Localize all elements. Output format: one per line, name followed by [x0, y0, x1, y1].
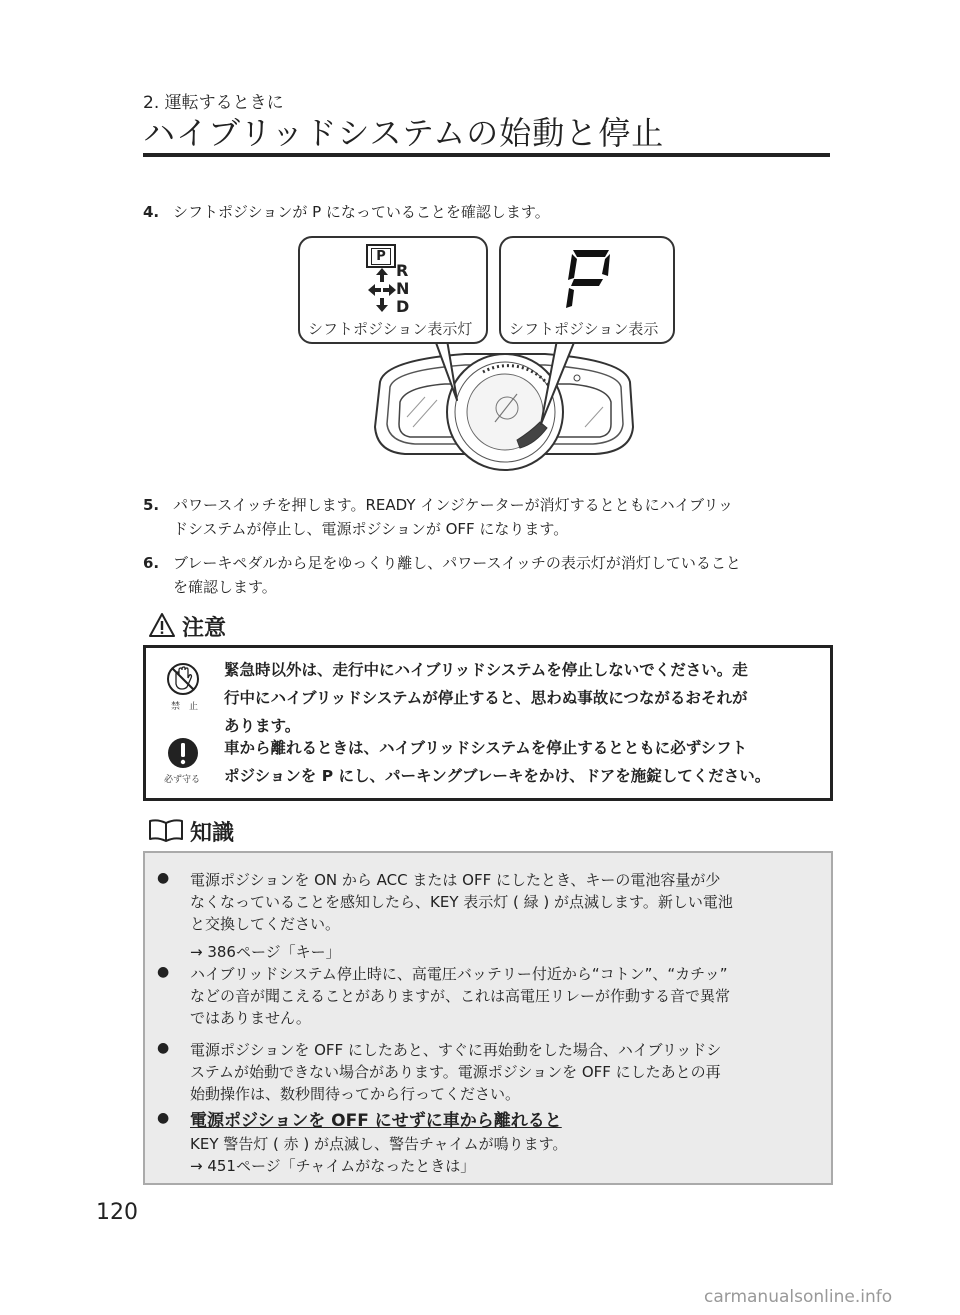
bullet-line: などの音が聞こえることがありますが、これは高電圧リレーが作動する音で異常	[190, 987, 731, 1005]
mandatory-caption: 必ず守る	[164, 775, 201, 785]
r-indicator-letter: R	[396, 261, 409, 280]
shift-indicator-callout	[298, 236, 488, 344]
bullet-dot: ●	[157, 964, 170, 980]
step-6	[143, 551, 833, 599]
caution-box	[143, 645, 833, 801]
page-reference-link[interactable]: → 386ページ「キー」	[190, 943, 341, 961]
page-reference-link[interactable]: → 451ページ「チャイムがなったときは」	[190, 1157, 476, 1175]
shift-display-label: シフトポジション表示	[509, 320, 659, 338]
prohibited-caption: 禁 止	[171, 702, 199, 712]
step-text-line: ドシステムが停止し、電源ポジションが OFF になります。	[173, 520, 569, 538]
p-indicator-box	[366, 244, 396, 268]
step-5	[143, 493, 833, 541]
caution-paragraph-1	[224, 656, 748, 740]
step-text-line: ブレーキペダルから足をゆっくり離し、パワースイッチの表示灯が消灯していること	[173, 554, 741, 572]
knowledge-bullet-1	[190, 869, 733, 963]
caution-line: あります。	[224, 717, 301, 735]
caution-paragraph-2	[224, 734, 770, 790]
mandatory-exclamation-icon	[166, 736, 200, 770]
bullet-line: なくなっていることを感知したら、KEY 表示灯 ( 緑 ) が点滅します。新しい電池	[190, 893, 733, 911]
section-label: 2. 運転するときに	[143, 93, 284, 113]
warning-triangle-icon	[148, 612, 176, 638]
page-title: ハイブリッドシステムの始動と停止	[143, 114, 665, 152]
book-icon	[146, 817, 186, 843]
bullet-line: 電源ポジションを ON から ACC または OFF にしたとき、キーの電池容量が少	[190, 871, 721, 889]
bullet-dot: ●	[157, 1110, 170, 1126]
knowledge-bullet-3	[190, 1039, 721, 1105]
knowledge-bold-title: 電源ポジションを OFF にせずに車から離れると	[190, 1111, 562, 1131]
p-indicator-letter: P	[371, 248, 391, 265]
bullet-line: 電源ポジションを OFF にしたあと、すぐに再始動をした場合、ハイブリッドシ	[190, 1041, 722, 1059]
step-text-line: パワースイッチを押します。READY インジケーターが消灯するとともにハイブリッ	[173, 496, 733, 514]
segment-p-display	[565, 246, 617, 310]
page-number: 120	[96, 1200, 138, 1225]
step-number: 5.	[143, 496, 160, 514]
caution-line: ポジションを P にし、パーキングブレーキをかけ、ドアを施錠してください。	[224, 767, 771, 785]
display-letter: P	[565, 246, 566, 247]
step-text-line: を確認します。	[173, 578, 277, 596]
knowledge-box	[143, 851, 833, 1185]
title-rule	[143, 153, 830, 157]
caution-line: 車から離れるときは、ハイブリッドシステムを停止するとともに必ずシフト	[224, 739, 748, 757]
knowledge-bold-body	[190, 1133, 567, 1177]
step-number: 4.	[143, 203, 160, 221]
shift-arrows-icon	[368, 268, 396, 312]
watermark: carmanualsonline.info	[704, 1287, 893, 1307]
bullet-line: ではありません。	[190, 1009, 311, 1027]
prohibited-hand-icon	[166, 662, 200, 696]
bullet-line: 始動操作は、数秒間待ってから行ってください。	[190, 1085, 521, 1103]
knowledge-bullet-2	[190, 963, 730, 1029]
n-indicator-letter: N	[396, 279, 410, 298]
bullet-dot: ●	[157, 1040, 170, 1056]
d-indicator-letter: D	[396, 297, 410, 316]
bullet-line: ステムが始動できない場合があります。電源ポジションを OFF にしたあとの再	[190, 1063, 721, 1081]
bullet-line: KEY 警告灯 ( 赤 ) が点滅し、警告チャイムが鳴ります。	[190, 1135, 568, 1153]
caution-line: 緊急時以外は、走行中にハイブリッドシステムを停止しないでください。走	[224, 661, 748, 679]
knowledge-heading: 知識	[190, 821, 235, 846]
step-number: 6.	[143, 554, 160, 572]
step-text: シフトポジションが P になっていることを確認します。	[173, 203, 550, 221]
bullet-line: ハイブリッドシステム停止時に、高電圧バッテリー付近から“コトン”、“カチッ”	[190, 965, 728, 983]
caution-heading: 注意	[182, 616, 227, 641]
shift-display-callout	[499, 236, 675, 344]
caution-line: 行中にハイブリッドシステムが停止すると、思わぬ事故につながるおそれが	[224, 689, 748, 707]
step-4	[143, 200, 833, 224]
bullet-dot: ●	[157, 870, 170, 886]
shift-indicator-label: シフトポジション表示灯	[308, 320, 473, 338]
bullet-line: と交換してください。	[190, 915, 341, 933]
